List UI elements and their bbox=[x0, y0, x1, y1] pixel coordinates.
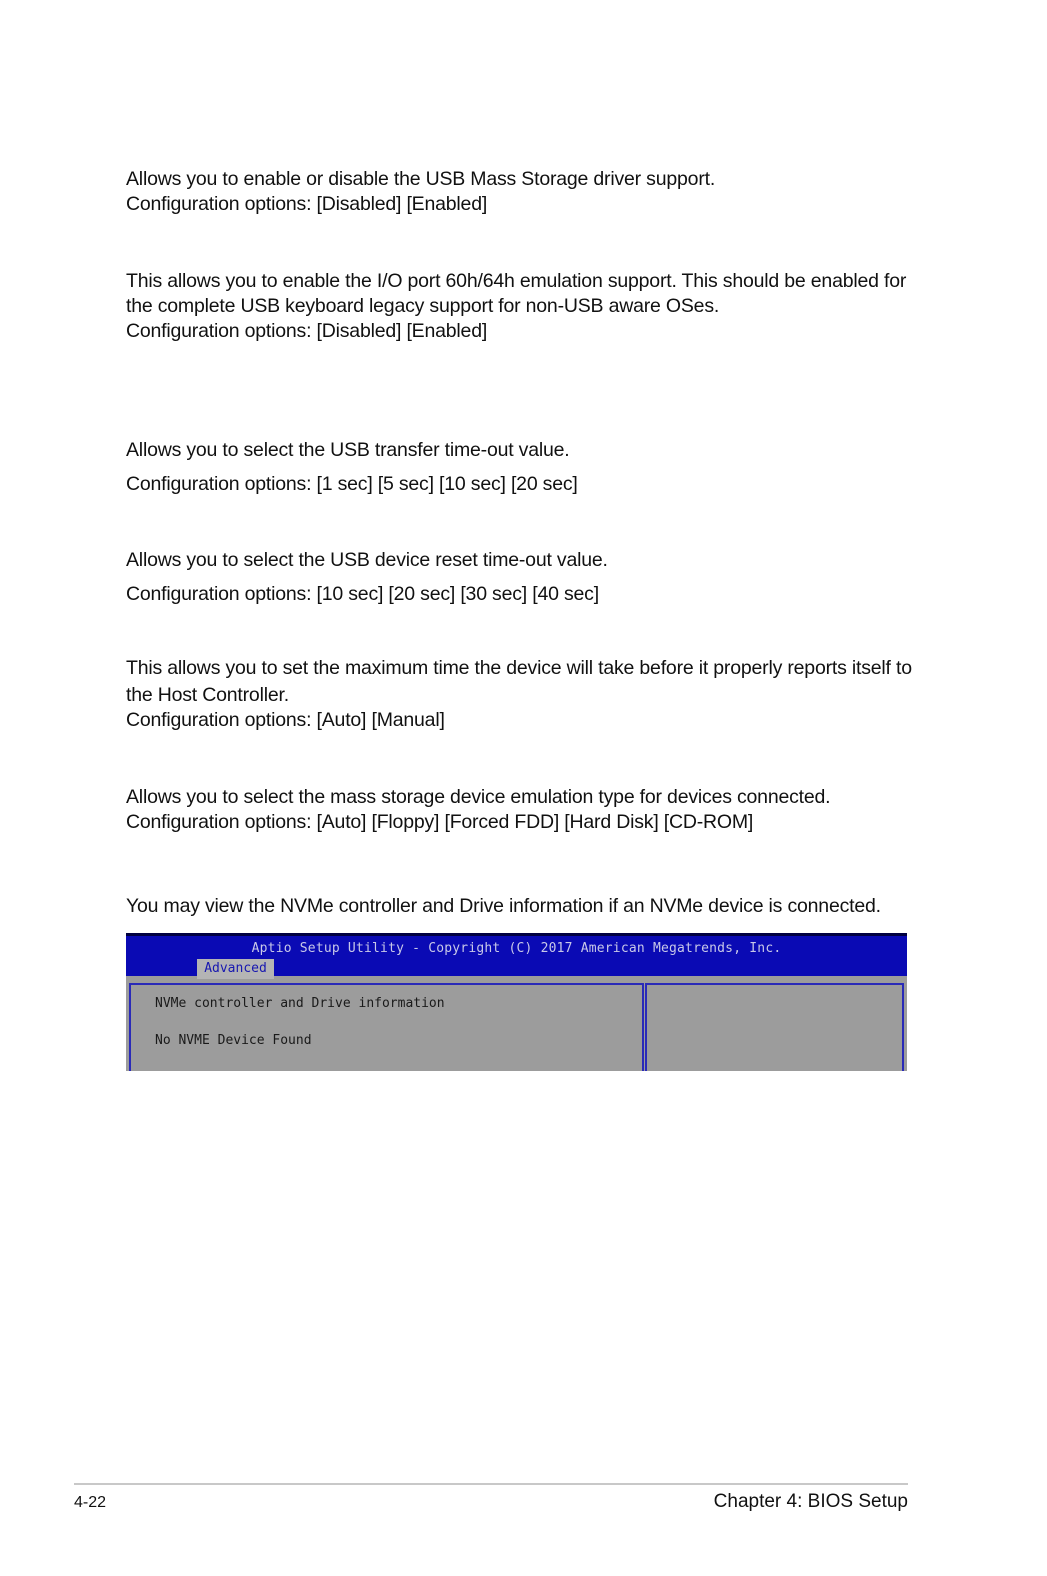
usb-mass-storage-description: Allows you to enable or disable the USB Mass Storage driver support. bbox=[126, 168, 716, 190]
port-emulation-description-line2: the complete USB keyboard legacy support for non-USB aware OSes. bbox=[126, 295, 720, 317]
device-power-up-delay-description-line1: This allows you to set the maximum time the device will take before it properly reports itself to bbox=[126, 657, 912, 679]
usb-transfer-timeout-options: Configuration options: [1 sec] [5 sec] [10 sec] [20 sec] bbox=[126, 473, 578, 495]
mass-storage-emulation-options: Configuration options: [Auto] [Floppy] [Forced FDD] [Hard Disk] [CD-ROM] bbox=[126, 811, 754, 833]
port-emulation-description-line1: This allows you to enable the I/O port 60h/64h emulation support. This should be enabled for bbox=[126, 270, 907, 292]
bios-title: Aptio Setup Utility - Copyright (C) 2017 American Megatrends, Inc. bbox=[251, 941, 782, 956]
bios-no-device-message: No NVME Device Found bbox=[155, 1033, 312, 1048]
port-emulation-options: Configuration options: [Disabled] [Enabled] bbox=[126, 320, 488, 342]
page-number: 4-22 bbox=[74, 1494, 107, 1511]
chapter-title: Chapter 4: BIOS Setup bbox=[713, 1491, 908, 1512]
usb-mass-storage-options: Configuration options: [Disabled] [Enabled] bbox=[126, 193, 488, 215]
device-reset-timeout-options: Configuration options: [10 sec] [20 sec] [30 sec] [40 sec] bbox=[126, 583, 599, 605]
bios-nvme-heading: NVMe controller and Drive information bbox=[155, 996, 445, 1011]
usb-transfer-timeout-description: Allows you to select the USB transfer time-out value. bbox=[126, 439, 570, 461]
device-reset-timeout-description: Allows you to select the USB device reset time-out value. bbox=[126, 549, 608, 571]
device-power-up-delay-description-line2: the Host Controller. bbox=[126, 684, 289, 706]
bios-screenshot bbox=[126, 933, 907, 1071]
bios-help-panel bbox=[645, 983, 904, 1071]
footer-divider bbox=[74, 1483, 908, 1485]
device-power-up-delay-options: Configuration options: [Auto] [Manual] bbox=[126, 709, 445, 731]
bios-header-bar bbox=[126, 933, 907, 976]
bios-main-panel bbox=[129, 983, 644, 1071]
mass-storage-emulation-description: Allows you to select the mass storage device emulation type for devices connected. bbox=[126, 786, 831, 808]
nvme-configuration-description: You may view the NVMe controller and Drive information if an NVMe device is connected. bbox=[126, 895, 881, 917]
bios-tab-advanced[interactable]: Advanced bbox=[197, 959, 274, 979]
